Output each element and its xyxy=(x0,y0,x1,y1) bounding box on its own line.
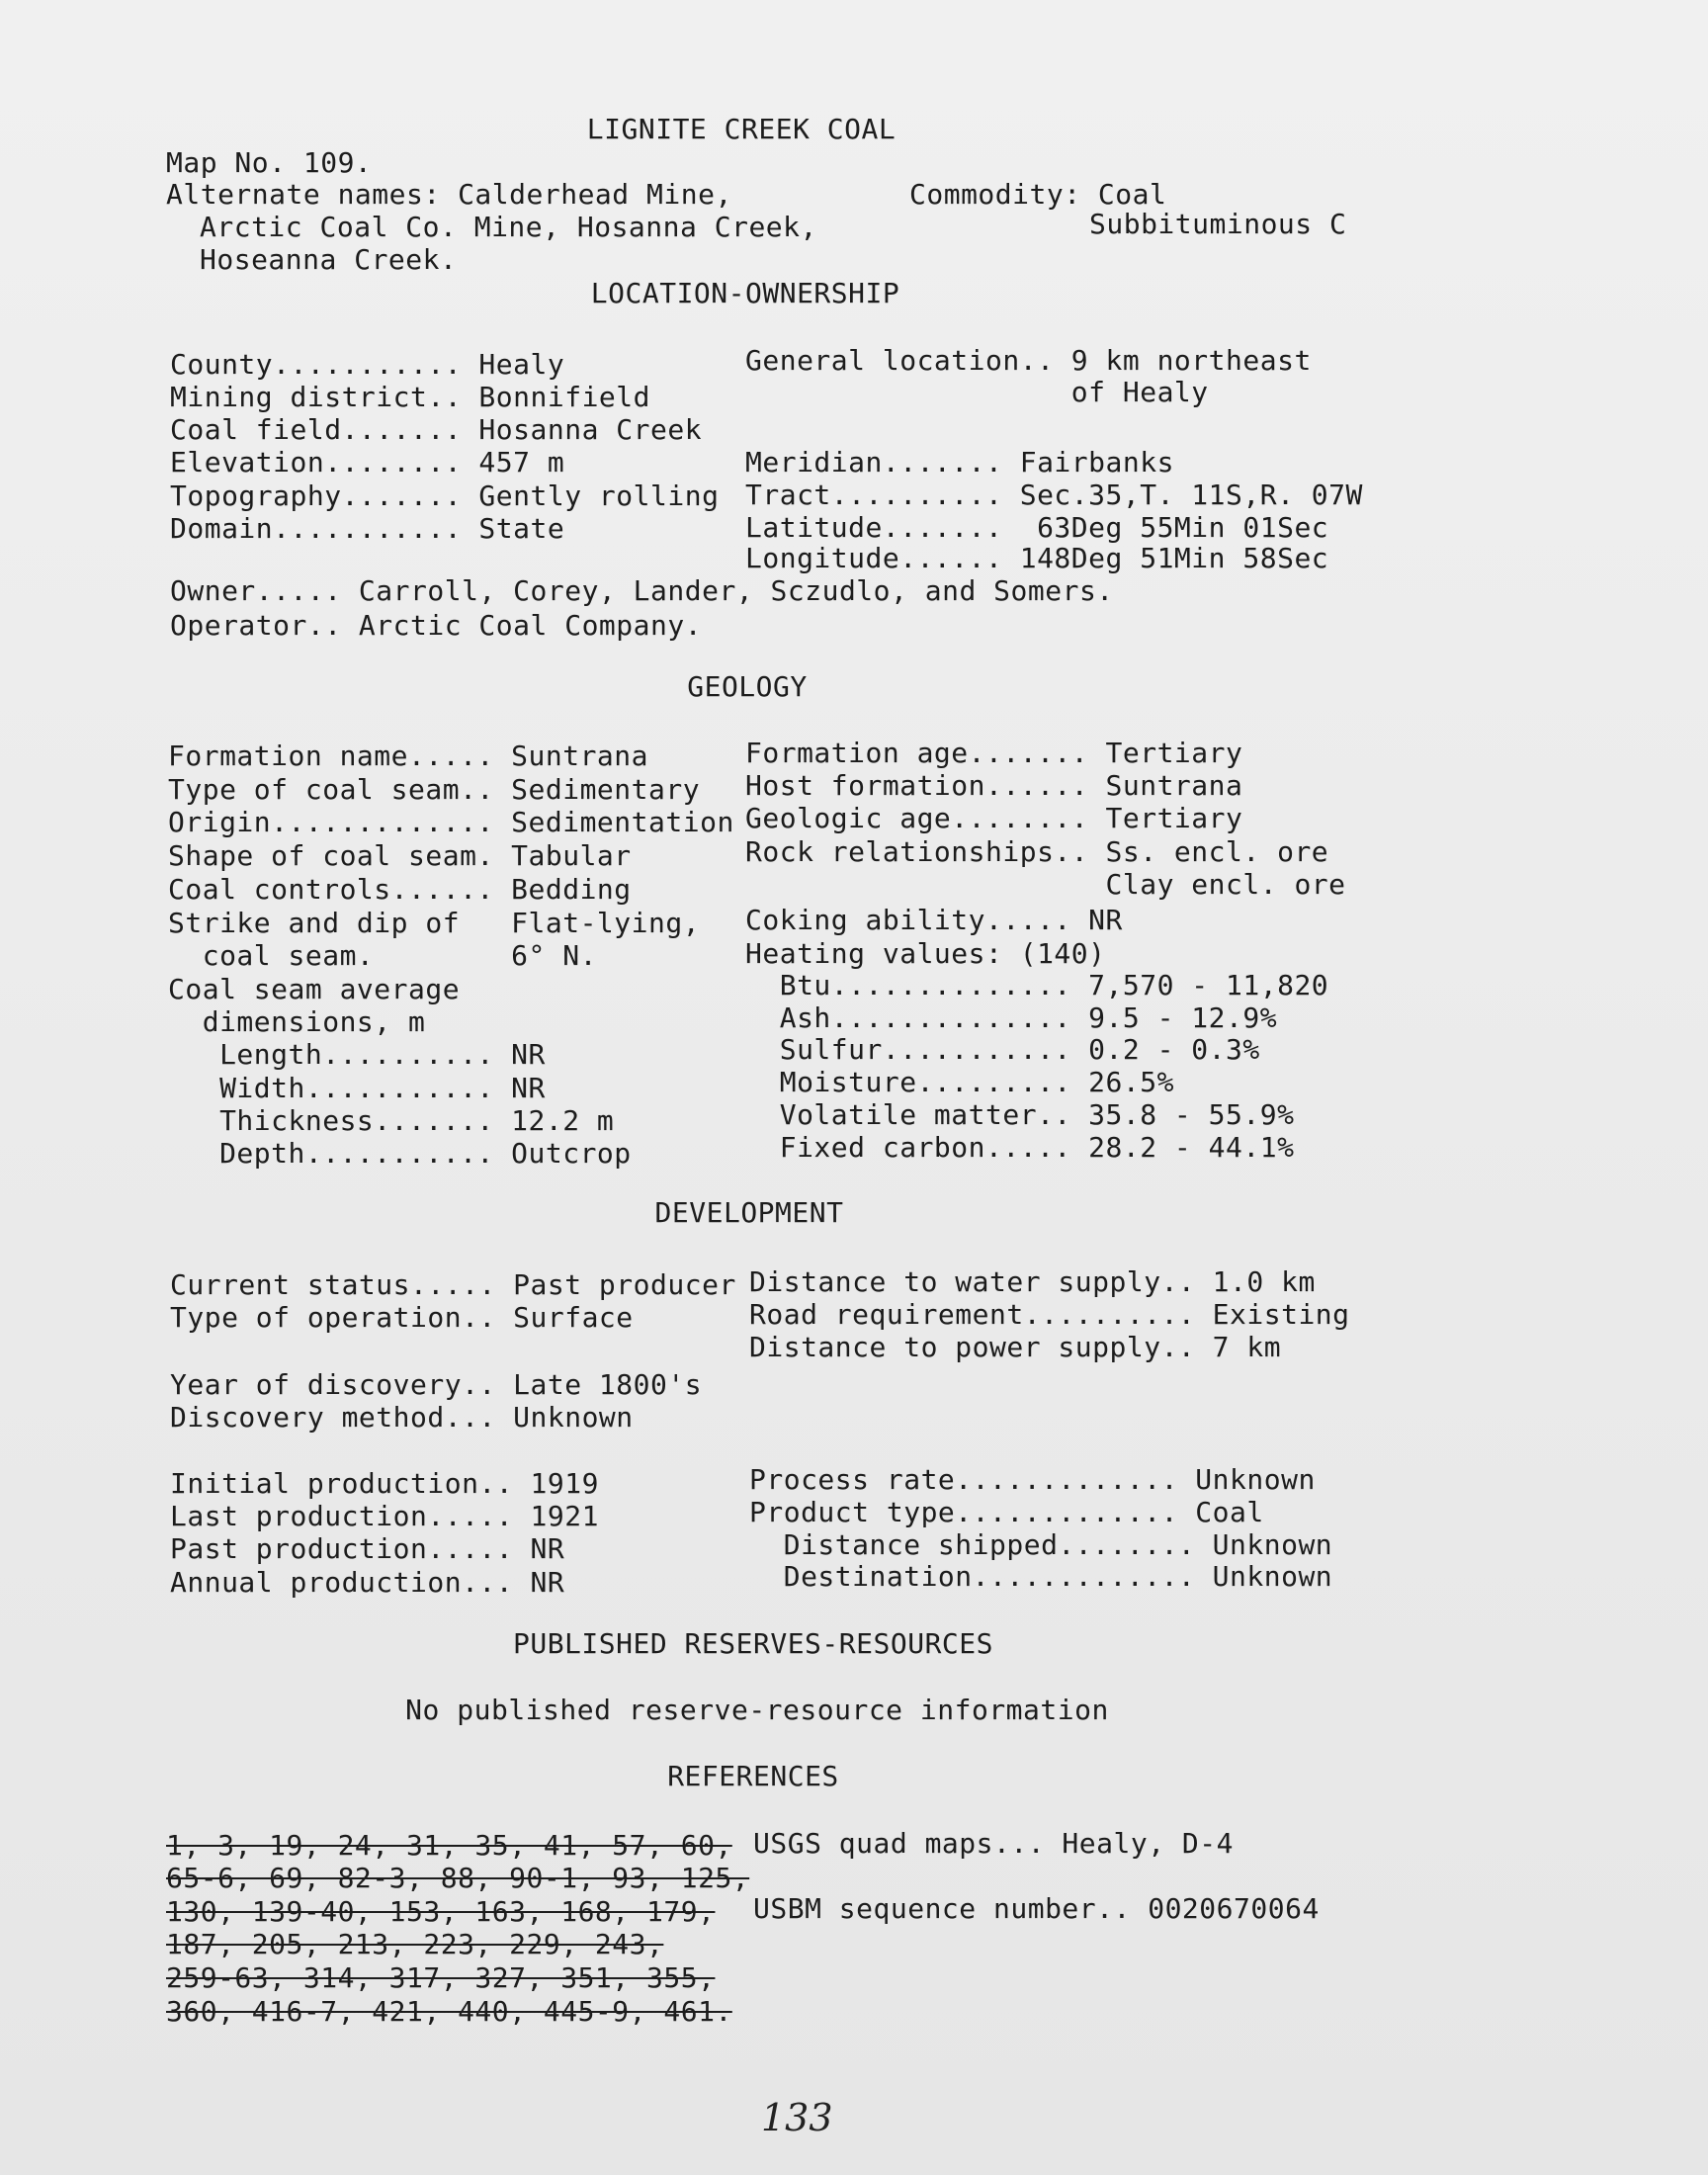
field-row: Mining district.. Bonnifield xyxy=(170,381,651,413)
field-row: Moisture......... 26.5% xyxy=(745,1066,1174,1098)
reference-line: 65-6, 69, 82-3, 88, 90-1, 93, 125, xyxy=(166,1862,750,1894)
field-row: Coal controls...... Bedding xyxy=(168,873,632,906)
section-heading-reserves: PUBLISHED RESERVES-RESOURCES xyxy=(512,1627,993,1660)
alternate-names-line: Alternate names: Calderhead Mine, xyxy=(166,178,732,211)
field-row: Domain........... State xyxy=(170,512,565,545)
section-heading-geology: GEOLOGY xyxy=(687,670,808,703)
field-row: Length.......... NR xyxy=(168,1038,546,1071)
field-row: Last production..... 1921 xyxy=(170,1500,599,1532)
field-row: Road requirement.......... Existing xyxy=(749,1298,1350,1331)
reference-line: 130, 139-40, 153, 163, 168, 179, xyxy=(166,1895,716,1928)
usgs-quad-maps: USGS quad maps... Healy, D-4 xyxy=(753,1827,1235,1860)
field-row: Volatile matter.. 35.8 - 55.9% xyxy=(745,1098,1295,1131)
map-number: Map No. 109. xyxy=(166,146,373,179)
field-row: Origin............. Sedimentation xyxy=(168,806,734,838)
page-number: 133 xyxy=(761,2096,833,2139)
field-row: Rock relationships.. Ss. encl. ore xyxy=(745,835,1329,868)
field-row: Width........... NR xyxy=(168,1072,546,1104)
operator-line: Operator.. Arctic Coal Company. xyxy=(170,609,703,642)
usbm-sequence-number: USBM sequence number.. 0020670064 xyxy=(753,1892,1320,1925)
field-row: Geologic age........ Tertiary xyxy=(745,802,1243,834)
field-row: General location.. 9 km northeast xyxy=(745,344,1312,377)
alternate-names-line: Arctic Coal Co. Mine, Hosanna Creek, xyxy=(200,211,817,243)
field-row: Destination............. Unknown xyxy=(749,1560,1333,1593)
field-row: dimensions, m xyxy=(168,1005,426,1038)
section-heading-references: REFERENCES xyxy=(667,1760,839,1792)
field-row: Btu.............. 7,570 - 11,820 xyxy=(745,969,1329,1001)
owner-line: Owner..... Carroll, Corey, Lander, Sczudlo, and Somers. xyxy=(170,574,1114,607)
field-row: Coal field....... Hosanna Creek xyxy=(170,413,703,446)
field-row: Type of operation.. Surface xyxy=(170,1301,634,1334)
field-row: Ash.............. 9.5 - 12.9% xyxy=(745,1001,1278,1034)
field-row: Product type............. Coal xyxy=(749,1496,1264,1528)
reference-line: 259-63, 314, 317, 327, 351, 355, xyxy=(166,1961,716,1994)
reference-line: 360, 416-7, 421, 440, 445-9, 461. xyxy=(166,1995,732,2028)
reference-line: 1, 3, 19, 24, 31, 35, 41, 57, 60, xyxy=(166,1829,732,1862)
field-row: Annual production... NR xyxy=(170,1566,565,1599)
field-row: Meridian....... Fairbanks xyxy=(745,446,1174,478)
field-row: Elevation........ 457 m xyxy=(170,446,565,478)
reserves-text: No published reserve-resource information xyxy=(405,1694,1109,1726)
document-title: LIGNITE CREEK COAL xyxy=(586,113,897,145)
field-row: Discovery method... Unknown xyxy=(170,1401,634,1434)
field-row: Depth........... Outcrop xyxy=(168,1137,632,1170)
field-row: Distance to power supply.. 7 km xyxy=(749,1331,1282,1363)
field-row: Shape of coal seam. Tabular xyxy=(168,839,632,872)
field-row: Past production..... NR xyxy=(170,1532,565,1565)
alternate-names-line: Hoseanna Creek. xyxy=(200,243,458,276)
field-row: Tract.......... Sec.35,T. 11S,R. 07W xyxy=(745,478,1363,511)
field-row: Coking ability..... NR xyxy=(745,904,1123,936)
field-row: coal seam. 6° N. xyxy=(168,939,597,972)
field-row: Distance to water supply.. 1.0 km xyxy=(749,1265,1316,1298)
field-row: Heating values: (140) xyxy=(745,937,1106,970)
field-row: County........... Healy xyxy=(170,348,565,381)
field-row: Strike and dip of Flat-lying, xyxy=(168,907,701,939)
field-row: Formation age....... Tertiary xyxy=(745,737,1243,769)
field-row: Coal seam average xyxy=(168,973,461,1005)
commodity-rank: Subbituminous C xyxy=(1089,208,1347,240)
field-row: Type of coal seam.. Sedimentary xyxy=(168,773,701,806)
field-row: Year of discovery.. Late 1800's xyxy=(170,1368,703,1401)
field-row: Latitude....... 63Deg 55Min 01Sec xyxy=(745,511,1329,544)
commodity-line: Commodity: Coal xyxy=(909,178,1167,211)
section-heading-location: LOCATION-OWNERSHIP xyxy=(590,277,900,309)
field-row: Host formation...... Suntrana xyxy=(745,769,1243,802)
field-row: of Healy xyxy=(745,376,1209,408)
field-row: Clay encl. ore xyxy=(745,868,1346,901)
field-row: Sulfur........... 0.2 - 0.3% xyxy=(745,1033,1260,1066)
section-heading-development: DEVELOPMENT xyxy=(654,1196,844,1229)
field-row: Process rate............. Unknown xyxy=(749,1463,1316,1496)
field-row: Current status..... Past producer xyxy=(170,1268,736,1301)
field-row: Longitude...... 148Deg 51Min 58Sec xyxy=(745,542,1329,574)
field-row: Topography....... Gently rolling xyxy=(170,479,720,512)
field-row: Distance shipped........ Unknown xyxy=(749,1528,1333,1561)
reference-line: 187, 205, 213, 223, 229, 243, xyxy=(166,1928,664,1960)
field-row: Thickness....... 12.2 m xyxy=(168,1104,615,1137)
field-row: Fixed carbon..... 28.2 - 44.1% xyxy=(745,1131,1295,1164)
field-row: Formation name..... Suntrana xyxy=(168,740,649,772)
field-row: Initial production.. 1919 xyxy=(170,1467,599,1500)
